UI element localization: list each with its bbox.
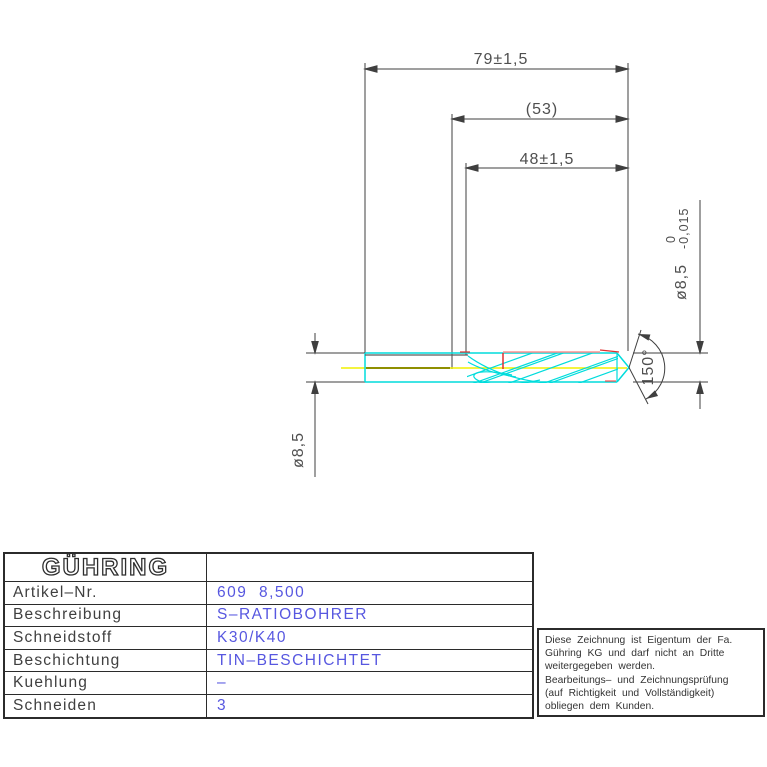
logo-cell [5, 554, 207, 581]
note-line: weitergegeben werden. [545, 661, 656, 673]
header-empty-cell [207, 554, 532, 581]
margin-highlight-line [600, 350, 619, 352]
arrowhead [697, 382, 703, 394]
arrowhead [697, 342, 703, 354]
dim-label-ref-length: (53) [525, 101, 559, 118]
row-value: 609 8,500 [217, 583, 306, 601]
note-line: (auf Richtigkeit und Vollständigkeit) [545, 687, 715, 699]
row-label: Beschichtung [5, 650, 207, 672]
row-value: 3 [217, 696, 228, 714]
dim-label-cut-diameter-group [664, 208, 691, 300]
arrowhead [616, 165, 628, 171]
flute-line [461, 352, 566, 390]
dim-label-point-angle: 150° [640, 348, 657, 386]
row-value: S–RATIOBOHRER [217, 606, 368, 624]
row-label: Beschreibung [5, 605, 207, 627]
guehring-logo: GÜHRING [41, 553, 170, 581]
dim-label-shank-diameter: ø8,5 [290, 431, 307, 469]
flutes [430, 352, 665, 390]
table-row [5, 650, 532, 673]
table-row [5, 627, 532, 650]
table-row [5, 695, 532, 717]
row-value: – [217, 674, 228, 692]
arrowhead [452, 116, 464, 122]
arrowhead [365, 66, 377, 72]
arrowhead [312, 382, 318, 394]
table-row [5, 582, 532, 605]
arrowhead [312, 342, 318, 354]
spec-table [3, 552, 534, 719]
note-line: Diese Zeichnung ist Eigentum der Fa. [545, 635, 733, 646]
row-value: K30/K40 [217, 628, 287, 646]
flute-leadin-curve [468, 356, 545, 383]
extension-lines [306, 63, 708, 382]
row-label: Artikel–Nr. [5, 582, 207, 604]
arrowhead [466, 165, 478, 171]
dim-label-flute-length: 48±1,5 [519, 151, 575, 168]
row-label: Schneidstoff [5, 627, 207, 649]
drill-body [341, 350, 665, 390]
note-line: Gühring KG und darf nicht an Dritte [545, 648, 725, 660]
row-label: Kuehlung [5, 672, 207, 694]
dim-label-total-length: 79±1,5 [473, 51, 529, 68]
flute-line [430, 352, 535, 390]
note-line: Bearbeitungs– und Zeichnungsprüfung [545, 674, 729, 686]
dimension-lines [312, 66, 703, 477]
note-line: obliegen dem Kunden. [545, 701, 655, 713]
arrowhead [616, 116, 628, 122]
dim-label-cut-diameter-lower-tol: -0,015 [677, 207, 691, 249]
row-value: TIN–BESCHICHTET [217, 651, 383, 669]
dim-label-cut-diameter-upper-tol: 0 [664, 235, 678, 243]
table-row [5, 605, 532, 628]
spec-table-header [5, 554, 532, 582]
arrowhead [616, 66, 628, 72]
dim-label-cut-diameter: ø8,5 [673, 263, 690, 300]
table-row [5, 672, 532, 695]
row-label: Schneiden [5, 695, 207, 717]
ownership-note [537, 628, 765, 717]
